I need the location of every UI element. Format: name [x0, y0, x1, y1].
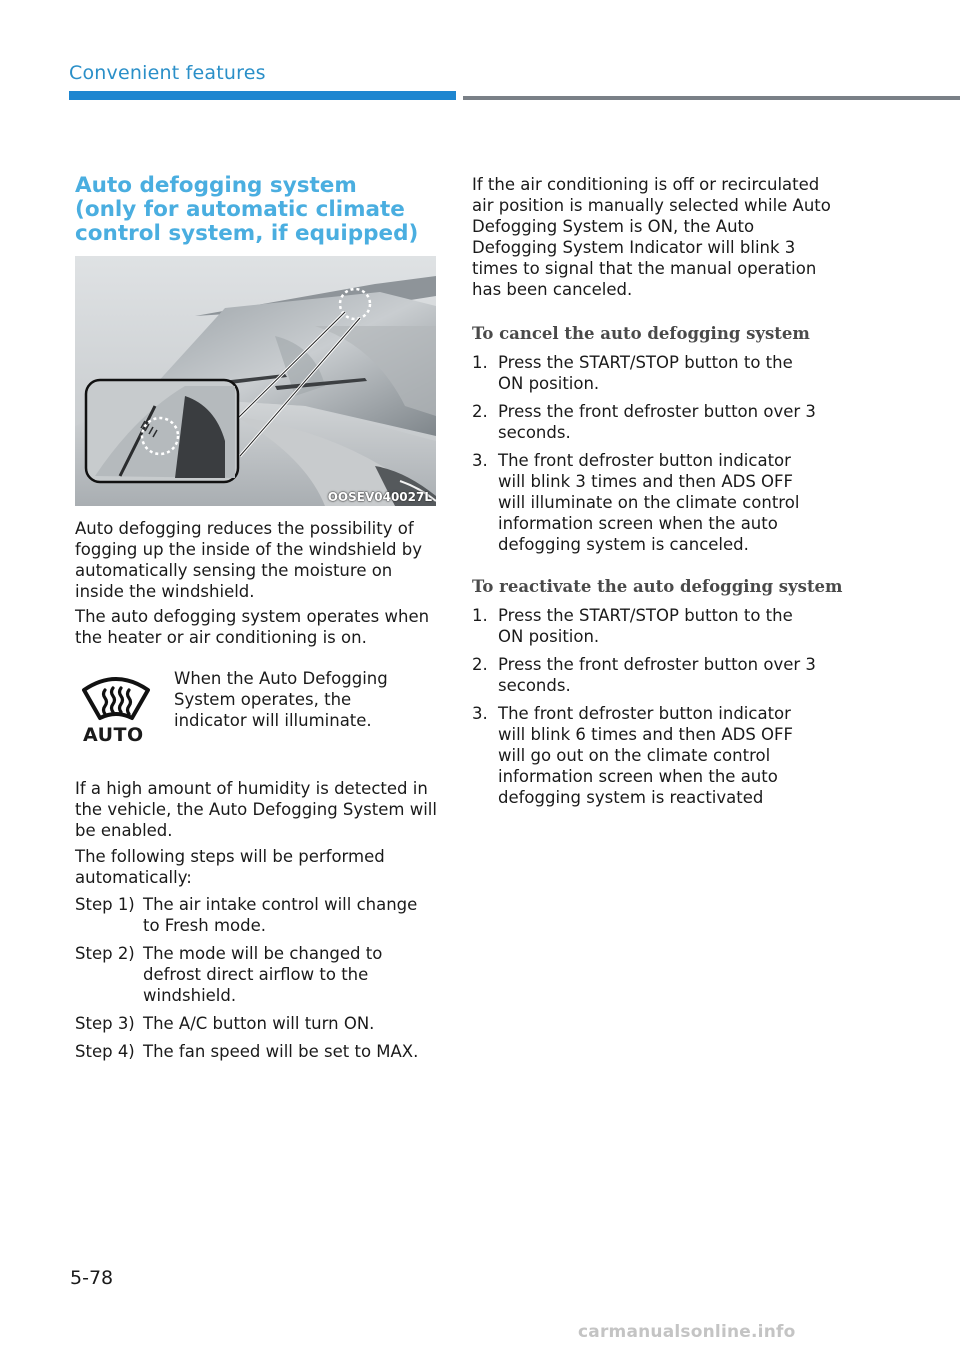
auto-defog-operation: The auto defogging system operates when the heater or air conditioning is on.: [75, 607, 430, 647]
list-item: [75, 894, 445, 936]
list-item: [472, 450, 844, 555]
step-text: The fan speed will be set to MAX.: [143, 1042, 419, 1061]
reactivate-heading: To reactivate the auto defogging system: [472, 577, 843, 596]
item-text: Press the START/STOP button to the ON position.: [498, 606, 793, 646]
list-item: [75, 1013, 445, 1034]
item-text: Press the START/STOP button to the ON position.: [498, 353, 793, 393]
auto-steps-list: [75, 894, 445, 1062]
header-rule-blue: [69, 91, 456, 100]
list-item: [472, 401, 844, 443]
cancel-steps-list: [472, 352, 844, 562]
item-number: 2.: [472, 655, 488, 674]
list-item: [472, 703, 844, 808]
step-label: Step 4): [75, 1042, 135, 1061]
item-text: Press the front defroster button over 3 seconds.: [498, 655, 816, 695]
step-label: Step 3): [75, 1014, 135, 1033]
step-text: The mode will be changed to defrost direct airflow to the windshield.: [143, 944, 383, 1005]
reactivate-steps-list: [472, 605, 844, 815]
list-item: [472, 654, 844, 696]
windshield-sensor-figure: [75, 256, 436, 506]
header-rule-gray: [463, 96, 960, 100]
auto-indicator-note: When the Auto Defogging System operates, the indicator will illuminate.: [174, 669, 388, 730]
watermark: carmanualsonline.info: [578, 1322, 796, 1342]
auto-defog-intro: Auto defogging reduces the possibility of fogging up the inside of the windshield by automatically sensing the moisture on inside the windshield.: [75, 519, 423, 601]
step-text: The A/C button will turn ON.: [143, 1014, 375, 1033]
manual-cancel-paragraph: If the air conditioning is off or recirculated air position is manually selected while Auto Defogging System is ON, the Auto Defogging System Indicator will blink 3 times to signal that the manual operation has been canceled.: [472, 175, 831, 299]
step-text: The air intake control will change to Fresh mode.: [143, 895, 418, 935]
section-title: [75, 174, 445, 246]
car-windshield-illustration: [75, 256, 436, 506]
item-number: 1.: [472, 606, 488, 625]
item-number: 2.: [472, 402, 488, 421]
item-text: The front defroster button indicator will blink 3 times and then ADS OFF will illuminate on the climate control information screen when the auto defogging system is canceled.: [498, 451, 800, 554]
list-item: [472, 605, 844, 647]
step-label: Step 1): [75, 895, 135, 914]
item-number: 1.: [472, 353, 488, 372]
item-text: Press the front defroster button over 3 seconds.: [498, 402, 816, 442]
list-item: [75, 1041, 445, 1062]
figure-code: OOSEV040027L: [327, 490, 432, 504]
page-number: 5-78: [70, 1267, 114, 1289]
section-title-line-3: control system, if equipped): [75, 221, 419, 246]
steps-intro: The following steps will be performed automatically:: [75, 847, 385, 887]
section-header: Convenient features: [69, 62, 266, 84]
section-title-line-2: (only for automatic climate: [75, 197, 405, 222]
step-label: Step 2): [75, 944, 135, 963]
item-text: The front defroster button indicator will blink 6 times and then ADS OFF will go out on the climate control information screen when the auto defogging system is reactivated: [498, 704, 794, 807]
auto-icon-label: AUTO: [83, 724, 144, 746]
section-title-line-1: Auto defogging system: [75, 173, 357, 198]
cancel-heading: To cancel the auto defogging system: [472, 324, 810, 343]
item-number: 3.: [472, 451, 488, 470]
item-number: 3.: [472, 704, 488, 723]
humidity-paragraph: If a high amount of humidity is detected in the vehicle, the Auto Defogging System will be enabled.: [75, 779, 437, 840]
list-item: [472, 352, 844, 394]
list-item: [75, 943, 445, 1006]
